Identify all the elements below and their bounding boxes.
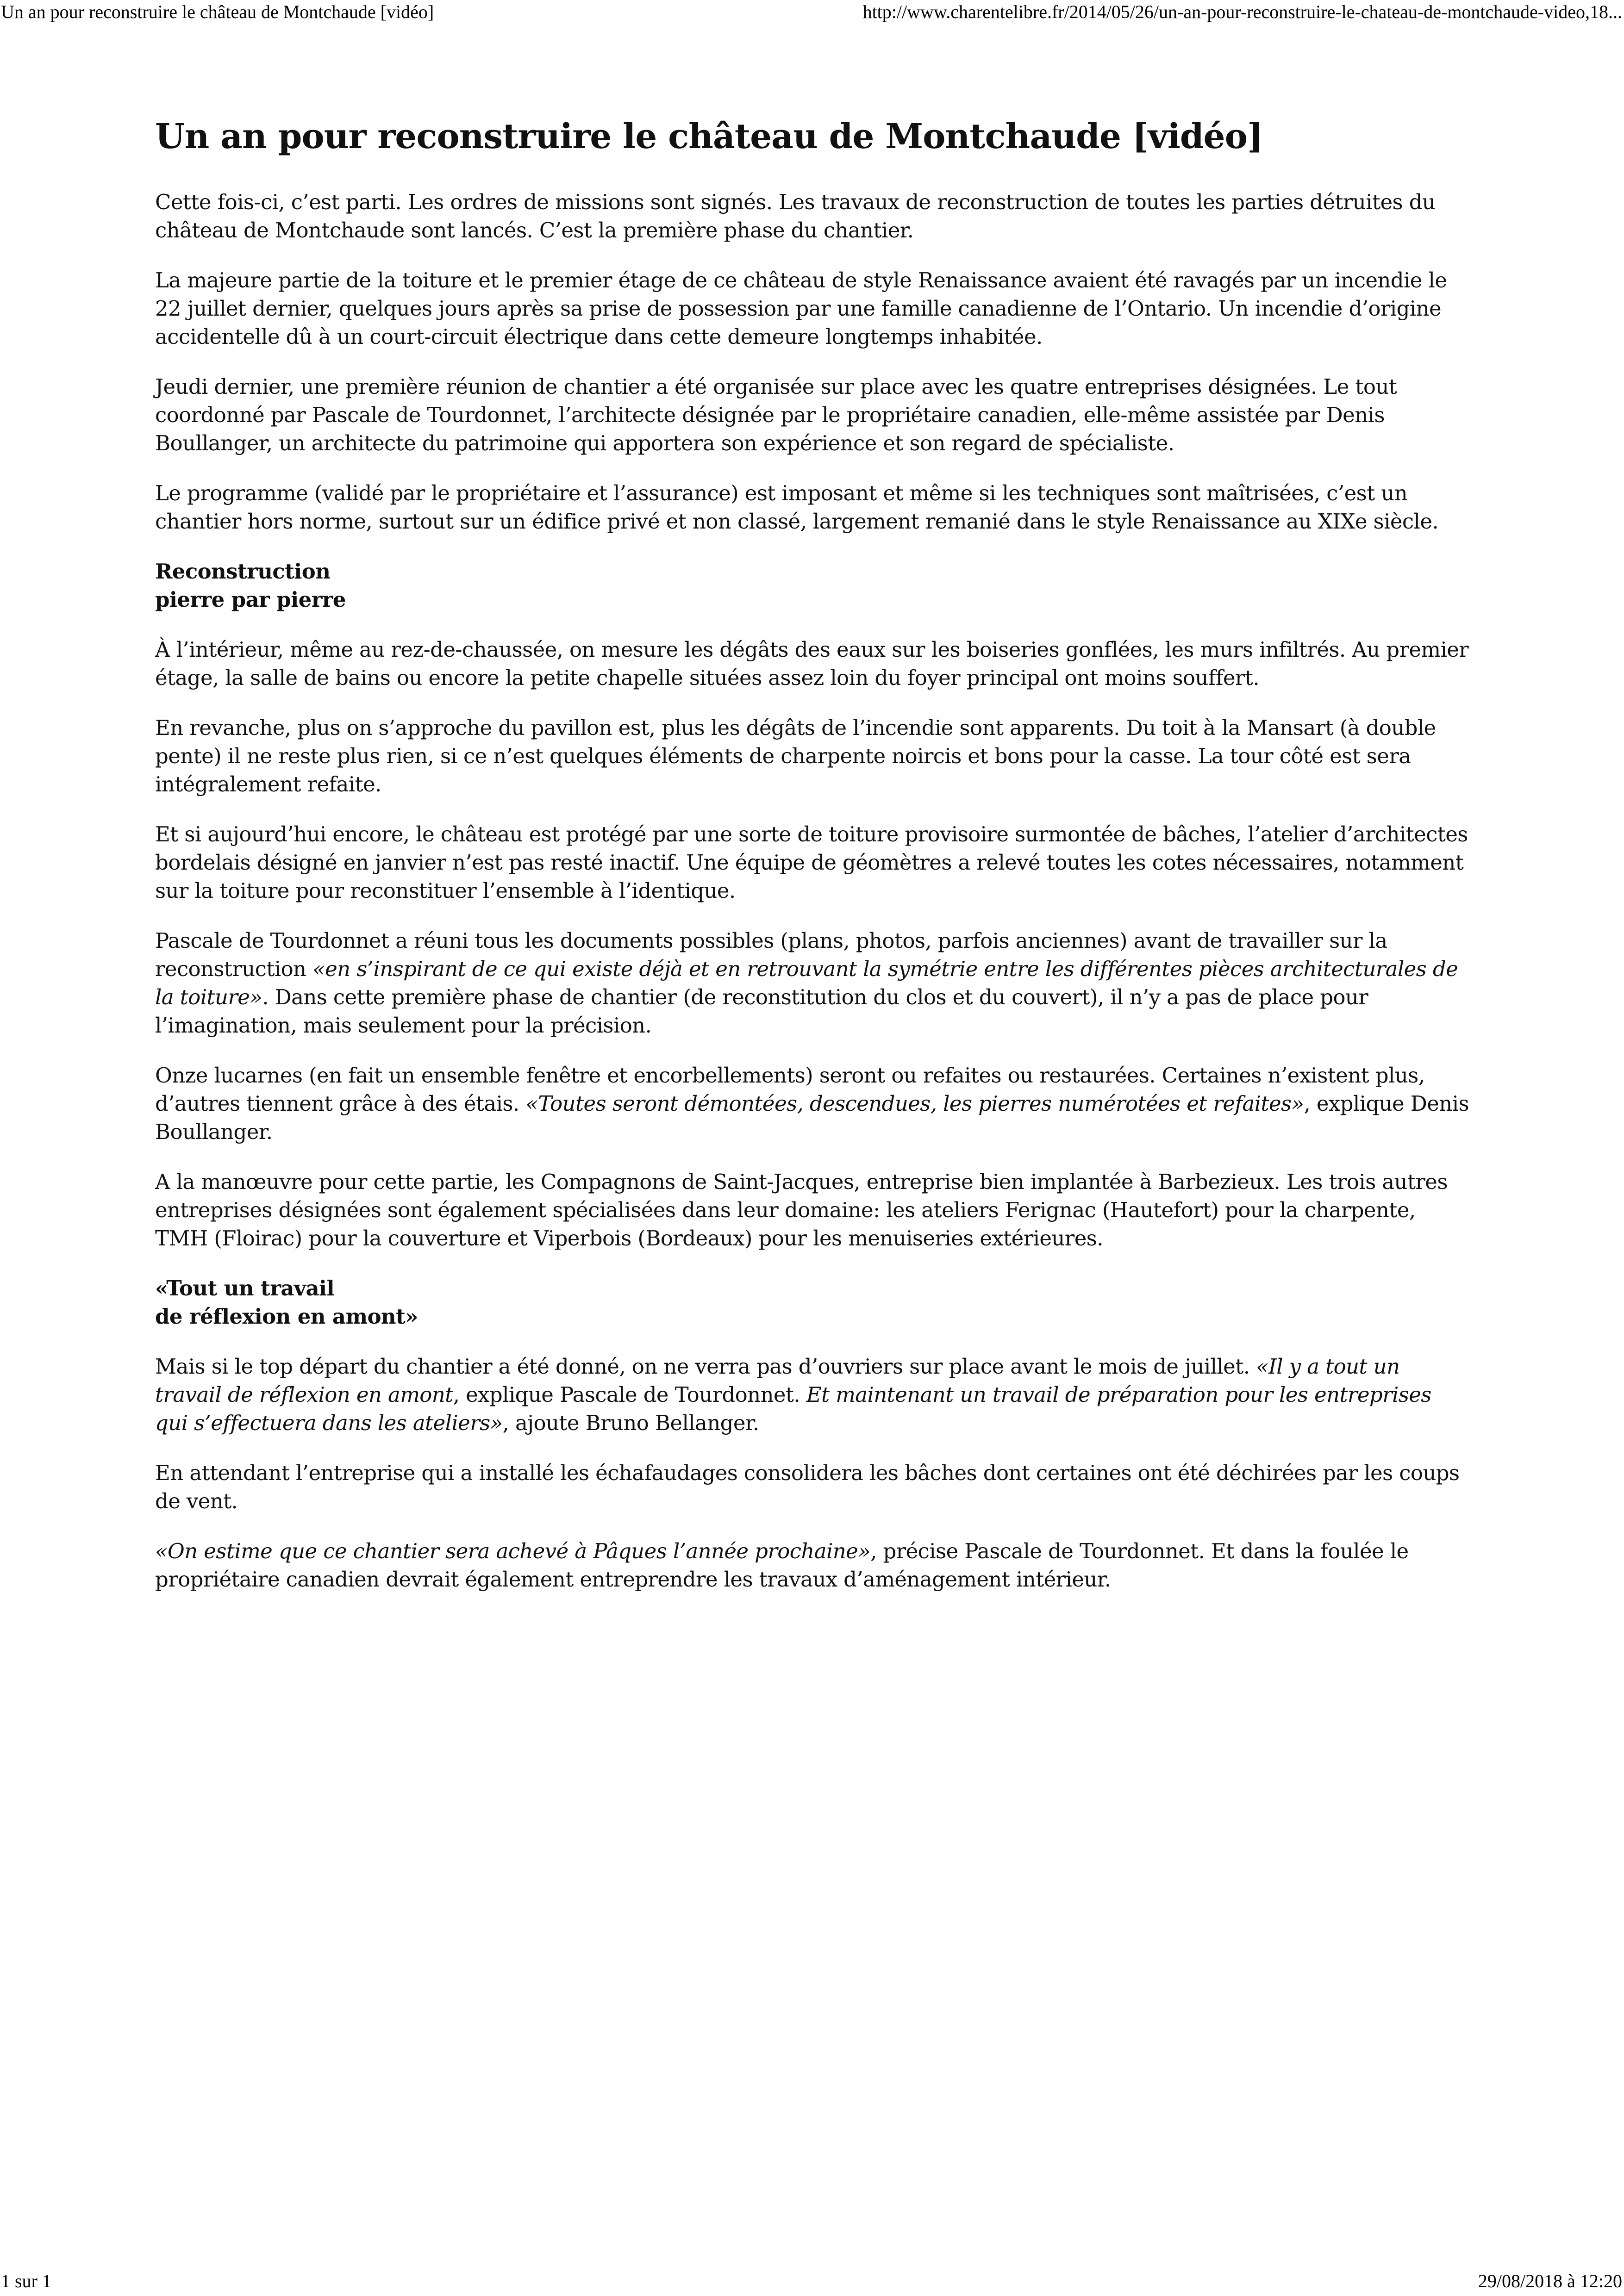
text: . Dans cette première phase de chantier (de reconstitution du clos et du couvert), il n’y a pas de place pour l’imagination, mais seulement pour la précision. bbox=[155, 985, 1368, 1038]
subheading bbox=[155, 1274, 1470, 1331]
paragraph: Et si aujourd’hui encore, le château est protégé par une sorte de toiture provisoire surmontée de bâches, l’atelier d’architectes bordelais désigné en janvier n’est pas resté inactif. Une équipe de géomètres a relevé toutes les cotes nécessaires, notamment sur la toiture pour reconstituer l’ensemble à l’identique. bbox=[155, 822, 1468, 903]
quote: Et maintenant un travail de préparation pour les entreprises qui s’effectuera dans les ateliers» bbox=[155, 1382, 1431, 1435]
print-footer-date: 29/08/2018 à 12:20 bbox=[1478, 2271, 1622, 2291]
paragraph: En attendant l’entreprise qui a installé les échafaudages consolidera les bâches dont certaines ont été déchirées par les coups de vent. bbox=[155, 1461, 1460, 1513]
paragraph: Le programme (validé par le propriétaire et l’assurance) est imposant et même si les techniques sont maîtrisées, c’est un chantier hors norme, surtout sur un édifice privé et non classé, largement remanié dans le style Renaissance au XIXe siècle. bbox=[155, 481, 1439, 534]
print-header-title: Un an pour reconstruire le château de Montchaude [vidéo] bbox=[1, 1, 434, 22]
text: Onze lucarnes (en fait un ensemble fenêtre et encorbellements) seront ou refaites ou restaurées. Certaines n’existent plus, d’autres tiennent grâce à des étais. bbox=[155, 1063, 1425, 1116]
article bbox=[155, 111, 1470, 1615]
quote: «Il y a tout un travail de réflexion en amont bbox=[155, 1354, 1400, 1407]
print-header-url: http://www.charentelibre.fr/2014/05/26/un-an-pour-reconstruire-le-chateau-de-montchaude-video,18... bbox=[862, 1, 1622, 22]
text: Pascale de Tourdonnet a réuni tous les documents possibles (plans, photos, parfois anciennes) avant de travailler sur la reconstruction bbox=[155, 928, 1387, 981]
paragraph bbox=[155, 1537, 1470, 1593]
quote: «en s’inspirant de ce qui existe déjà et en retrouvant la symétrie entre les différentes pièces architecturales de la toiture» bbox=[155, 957, 1458, 1009]
paragraph bbox=[155, 927, 1470, 1039]
paragraph: La majeure partie de la toiture et le premier étage de ce château de style Renaissance avaient été ravagés par un incendie le 22 juillet dernier, quelques jours après sa prise de possession par une famille canadienne de l’Ontario. Un incendie d’origine accidentelle dû à un court-circuit électrique dans cette demeure longtemps inhabitée. bbox=[155, 268, 1447, 349]
text: , précise Pascale de Tourdonnet. Et dans la foulée le propriétaire canadien devrait également entreprendre les travaux d’aménagement intérieur. bbox=[155, 1539, 1409, 1592]
subheading-line: de réflexion en amont» bbox=[155, 1304, 418, 1329]
text: Mais si le top départ du chantier a été donné, on ne verra pas d’ouvriers sur place avant le mois de juillet. bbox=[155, 1354, 1256, 1379]
paragraph: A la manœuvre pour cette partie, les Compagnons de Saint-Jacques, entreprise bien implantée à Barbezieux. Les trois autres entreprises désignées sont également spécialisées dans leur domaine: les ateliers Ferignac (Hautefort) pour la charpente, TMH (Floirac) pour la couverture et Viperbois (Bordeaux) pour les menuiseries extérieures. bbox=[155, 1170, 1448, 1251]
paragraph bbox=[155, 1352, 1470, 1437]
paragraph: À l’intérieur, même au rez-de-chaussée, on mesure les dégâts des eaux sur les boiseries gonflées, les murs infiltrés. Au premier étage, la salle de bains ou encore la petite chapelle situées assez loin du foyer principal ont moins souffert. bbox=[155, 637, 1469, 690]
subheading-line: «Tout un travail bbox=[155, 1276, 335, 1300]
print-footer-page-count: 1 sur 1 bbox=[1, 2271, 51, 2291]
quote: «Toutes seront démontées, descendues, les pierres numérotées et refaites» bbox=[525, 1091, 1304, 1116]
paragraph bbox=[155, 1061, 1470, 1146]
subheading bbox=[155, 557, 1470, 614]
text: , ajoute Bruno Bellanger. bbox=[502, 1411, 759, 1435]
subheading-line: pierre par pierre bbox=[155, 587, 346, 612]
subheading-line: Reconstruction bbox=[155, 559, 331, 584]
text: , explique Denis Boullanger. bbox=[155, 1091, 1469, 1144]
article-title: Un an pour reconstruire le château de Montchaude [vidéo] bbox=[155, 117, 1263, 156]
paragraph: Jeudi dernier, une première réunion de chantier a été organisée sur place avec les quatre entreprises désignées. Le tout coordonné par Pascale de Tourdonnet, l’architecte désignée par le propriétaire canadien, elle-même assistée par Denis Boullanger, un architecte du patrimoine qui apportera son expérience et son regard de spécialiste. bbox=[155, 374, 1397, 455]
quote: «On estime que ce chantier sera achevé à Pâques l’année prochaine» bbox=[155, 1539, 871, 1563]
text: , explique Pascale de Tourdonnet. bbox=[453, 1382, 806, 1407]
paragraph: En revanche, plus on s’approche du pavillon est, plus les dégâts de l’incendie sont apparents. Du toit à la Mansart (à double pente) il ne reste plus rien, si ce n’est quelques éléments de charpente noircis et bons pour la casse. La tour côté est sera intégralement refaite. bbox=[155, 716, 1436, 796]
paragraph: Cette fois-ci, c’est parti. Les ordres de missions sont signés. Les travaux de reconstruction de toutes les parties détruites du château de Montchaude sont lancés. C’est la première phase du chantier. bbox=[155, 190, 1436, 243]
